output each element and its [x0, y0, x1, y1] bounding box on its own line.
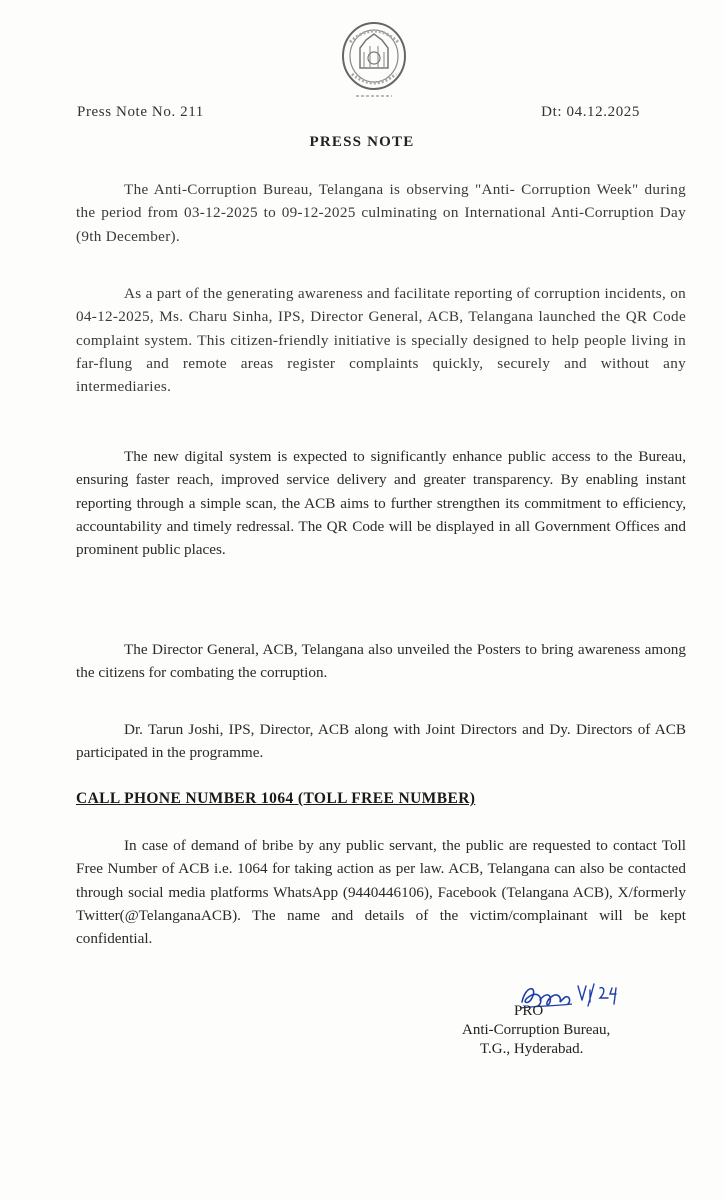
paragraph-intro: The Anti-Corruption Bureau, Telangana is observing "Anti- Corruption Week" during the period from 03-12-2025 to 09-12-2025 culminating on International Anti-Corruption Day (9th December). [76, 181, 686, 245]
paragraph-digital-system: The new digital system is expected to significantly enhance public access to the Bureau, ensuring faster reach, improved service delivery and greater transparency. By enabling instant reporting through a simple scan, the ACB aims to further strengthen its commitment to efficiency, accountability and timely redressal. The QR Code will be displayed in all Government Offices and prominent public places. [76, 448, 686, 559]
press-note-number: Press Note No. 211 [77, 104, 204, 120]
state-emblem-icon [338, 18, 410, 100]
toll-free-heading: CALL PHONE NUMBER 1064 (TOLL FREE NUMBER) [76, 790, 476, 807]
paragraph-participants: Dr. Tarun Joshi, IPS, Director, ACB along with Joint Directors and Dy. Directors of ACB participated in the programme. [76, 721, 686, 762]
signatory-role: PRO [514, 1003, 544, 1019]
signature-block [462, 1002, 610, 1059]
signatory-location: T.G., Hyderabad. [480, 1041, 584, 1057]
signatory-org: Anti-Corruption Bureau, [462, 1022, 611, 1038]
paragraph-qr-launch: As a part of the generating awareness and facilitate reporting of corruption incidents, on 04-12-2025, Ms. Charu Sinha, IPS, Director General, ACB, Telangana launched the QR Code complaint system. This citizen-friendly initiative is specially designed to help people living in far-flung and remote areas register complaints quickly, securely and without any intermediaries. [76, 285, 686, 396]
paragraph-posters: The Director General, ACB, Telangana also unveiled the Posters to bring awareness among the citizens for combating the corruption. [76, 641, 686, 682]
page-title: PRESS NOTE [309, 134, 415, 150]
press-note-date: Dt: 04.12.2025 [541, 104, 640, 120]
paragraph-contact: In case of demand of bribe by any public servant, the public are requested to contact Toll Free Number of ACB i.e. 1064 for taking action as per law. ACB, Telangana can also be contacted through social media platforms WhatsApp (9440446106), Facebook (Telangana ACB), X/formerly Twitter(@TelanganaACB). The name and details of the victim/complainant will be kept confidential. [76, 837, 686, 948]
